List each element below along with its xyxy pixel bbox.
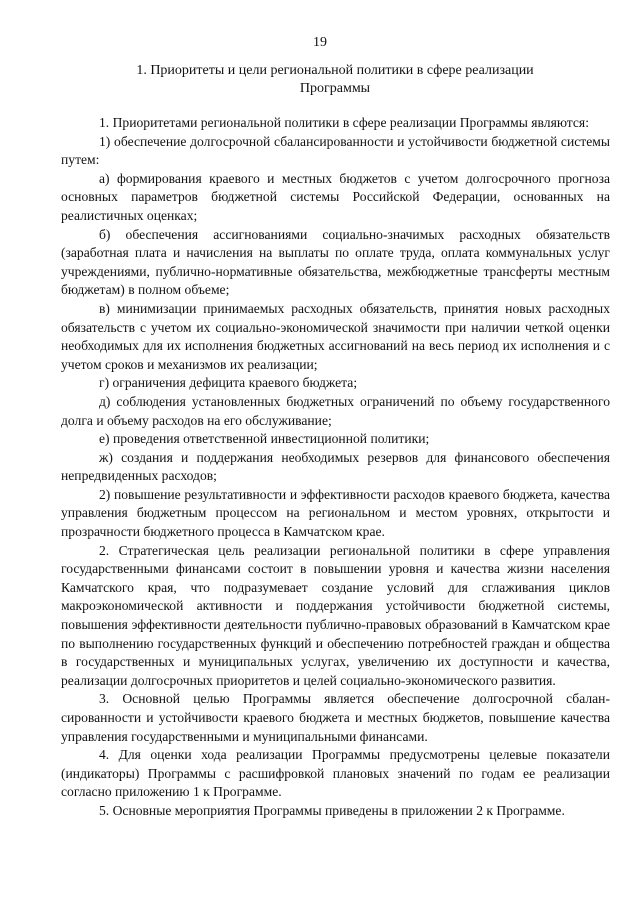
paragraph-item-d: д) соблюдения установленных бюджетных ограничений по объему государственного долга и объему расходов на его обслуживание; (61, 393, 610, 428)
section-heading (60, 62, 610, 98)
paragraph-2-strategic-goal: 2. Стратегическая цель реализации региональной политики в сфере управления государственными финансами состоит в повышении уровня и качества жизни населения Камчатского края, что подразумевает создание условий для сглаживания циклов макроэкономической активности и поддержания устойчивости бюджетной системы, повышения эффективности деятельности публично-правовых образований в Камчатском крае по выполнению государственных функций и обеспечению потребностей граждан и общества в государственных и муниципальных услугах, увеличению их доступности и качества, реализации долгосрочных приоритетов и целей социально-экономического развития. (61, 542, 610, 688)
paragraph-3-main-goal: 3. Основной целью Программы является обеспечение долгосрочной сбалансированности и устойчивости краевого бюджета и местных бюджетов, повышение качества управления государственными и муниципальными финансами. (61, 691, 610, 744)
paragraph-item-v: в) минимизации принимаемых расходных обязательств, принятия новых расходных обязательств с учетом их социально-экономической значимости при наличии четкой оценки необходимых для их исполнения бюджетных ассигнований на весь период их исполнения и с учетом сроков и механизмов их реализации; (61, 300, 610, 372)
paragraph-efficiency: 2) повышение результативности и эффективности расходов краевого бюджета, качества управления бюджетным процессом на региональном и местом уровнях, открытости и прозрачности бюджетного процесса в Камчатском крае. (61, 486, 610, 540)
paragraph-item-g: г) ограничения дефицита краевого бюджета; (99, 375, 358, 391)
paragraph-4-indicators: 4. Для оценки хода реализации Программы предусмотрены целевые показатели (индикаторы) Программы с расшифровкой плановых значений по годам ее реализации согласно приложению 1 к Программе. (61, 747, 610, 800)
section-heading-line-2: Программы (299, 81, 371, 96)
paragraph-item-zh: ж) создания и поддержания необходимых резервов для финансового обеспечения непредвиденных расходов; (61, 449, 610, 484)
paragraph-item-e: е) проведения ответственной инвестиционной политики; (99, 431, 430, 447)
paragraph-item-a: а) формирования краевого и местных бюджетов с учетом долгосрочного прогноза основных параметров бюджетной системы Российской Федерации, основанных на реалистичных оценках; (61, 170, 610, 223)
paragraph-5-activities: 5. Основные мероприятия Программы приведены в приложении 2 к Программе. (99, 802, 565, 818)
paragraph-item-b: б) обеспечения ассигнованиями социально-значимых расходных обязательств (заработная плата и начисления на выплаты по оплате труда, оплата коммунальных услуг учреждениями, публично-нормативные обязательства, межбюджетные трансферты местным бюджетам) в полном объеме; (61, 226, 610, 298)
paragraph-budget-balance: 1) обеспечение долгосрочной сбалансированности и устойчивости бюджетной системы путем: (61, 133, 610, 168)
body-text (61, 114, 610, 821)
section-heading-line-1: 1. Приоритеты и цели региональной политики в сфере реализации (136, 63, 534, 78)
page-number: 19 (313, 35, 327, 50)
paragraph-1-priorities-intro: 1. Приоритетами региональной политики в сфере реализации Программы являются: (99, 115, 589, 130)
